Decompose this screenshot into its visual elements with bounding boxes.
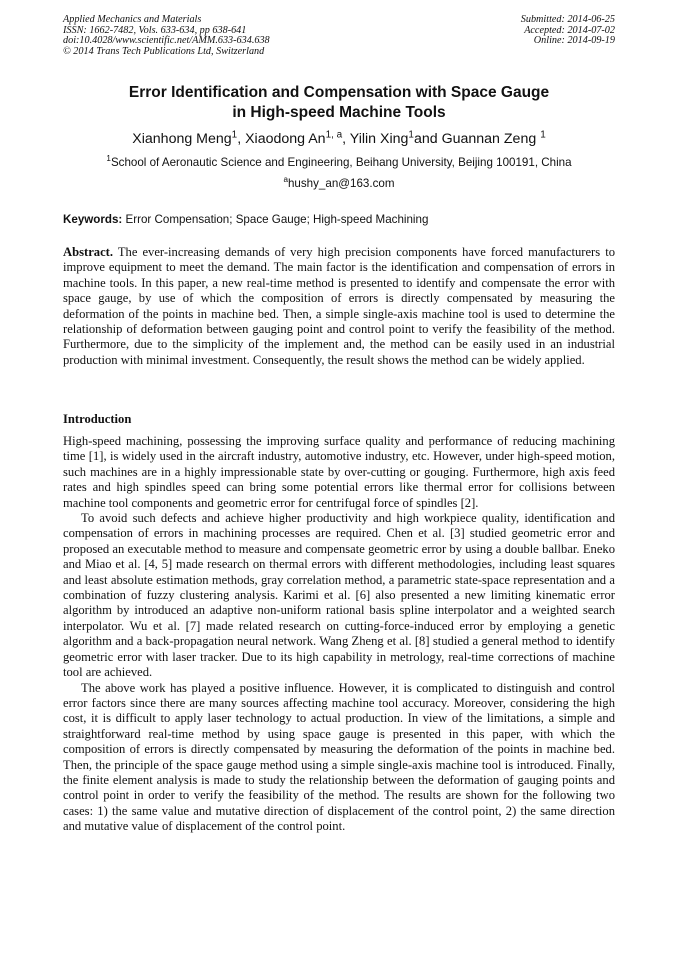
paragraph: To avoid such defects and achieve higher productivity and high workpiece quality, identification and compensation of errors in machining processes are required. Chen et al. [3] studied geometric error and proposed an executable method to measure and compensate geometric error by using a double ballbar. Eneko and Miao et al. [4, 5] made research on thermal errors with different methodologies, including least squares and least absolute estimation methods, gray correlation method, a parametric state-space representation and a combination of fuzzy clustering analysis. Karimi et al. [6] also presented a new limiting kinematic error algorithm by introduced an adaptive non-uniform rational basis spline interpolator and a weighted search interpolator. Wu et al. [7] made related research on cutting-force-induced error by employing a genetic algorithm and a back-propagation neural network. Wang Zheng et al. [8] studied a general method to identify geometric error with laser tracker. Due to its high capability in metrology, real-time corrections of machine tool are achieved.: [63, 511, 615, 680]
email-sup: a: [283, 175, 288, 185]
email-address: hushy_an@163.com: [287, 177, 395, 190]
author-name: Yilin Xing: [349, 131, 409, 147]
title-line-1: Error Identification and Compensation with Space Gauge: [128, 84, 550, 101]
affiliation-text: School of Aeronautic Science and Engineering, Beihang University, Beijing 100191, China: [110, 156, 572, 169]
author-list: Xianhong Meng$^1$, Xiaodong An$^{1, a}$, Yilin Xing$^1$and Guannan Zeng $^1$: [132, 129, 546, 147]
author-name: Xiaodong An: [245, 131, 326, 147]
paragraph: High-speed machining, possessing the improving surface quality and performance of reducing machining time [1], is widely used in the aircraft industry, automotive industry, etc. However, under high-speed motion, such machines are in a highly impressionable state by over-cutting or gouging. Furthermore, high axis feed rates and high spindles speed can bring some potential errors like thermal error for collisions between machine tool components and geometric error for centrifugal force of spindles [2].: [63, 434, 615, 510]
introduction-body: [63, 434, 615, 835]
keywords-label: Keywords:: [63, 213, 123, 226]
journal-name: Applied Mechanics and Materials: [63, 14, 202, 25]
doi-line: doi:10.4028/www.scientific.net/AMM.633-634.638: [63, 35, 270, 47]
keywords: [63, 213, 428, 226]
title-line-2: in High-speed Machine Tools: [232, 103, 446, 121]
email-line: [40, 177, 638, 191]
issn-line: ISSN: 1662-7482, Vols. 633-634, pp 638-641: [63, 24, 247, 36]
copyright-line: © 2014 Trans Tech Publications Ltd, Switzerland: [63, 45, 265, 57]
abstract-text: The ever-increasing demands of very high precision components have forced manufacturers to improve equipment to meet the demand. The main factor is the identification and compensation of errors in machine tools. In this paper, a new real-time method is presented to identify and compensate the error with space gauge, by use of which the composition of errors is directly compensated by measuring the deformation of the points in machine bed. Then, a simple single-axis machine tool is used to determine the relationship of deformation between gauging point and control point to verify the feasibility of the method. Furthermore, due to the simplicity of the implement and, the method can be easily used in an industrial production with minimal investment. Consequently, the result shows the method can be widely applied.: [63, 245, 615, 367]
author-name: Xianhong Meng: [132, 131, 232, 147]
author-sup: 1: [540, 129, 546, 141]
author-name: Guannan Zeng: [441, 131, 537, 147]
journal-header: [63, 15, 270, 57]
dates-header: [521, 15, 615, 47]
online-date: Online: 2014-09-19: [533, 35, 615, 47]
paper-title: [40, 83, 638, 122]
affiliation: [40, 156, 638, 170]
author-sup: 1: [408, 129, 414, 141]
author-sup: 1, a: [325, 129, 343, 141]
author-sup: 1: [231, 129, 238, 141]
abstract-label: Abstract.: [63, 245, 114, 259]
paragraph: The above work has played a positive influence. However, it is complicated to distinguish and control error factors since there are many sources affecting machine tool accuracy. Moreover, considering the high cost, it is difficult to apply laser technology to actual production. In view of the limitations, a simple and straightforward real-time method by using space gauge is presented in this paper, with which the composition of errors is directly compensated by measuring the deformation of the points in machine bed. Then, the principle of the space gauge method using a simple single-axis machine tool is introduced. Finally, the finite element analysis is made to study the relationship between the deformation of gauging points and control point in order to verify the feasibility of the method. The results are shown for the following two cases: 1) the same value and mutative direction of displacement of the control point, 2) the same direction and mutative value of displacement of the control point.: [63, 680, 615, 834]
keywords-text: Error Compensation; Space Gauge; High-speed Machining: [125, 213, 429, 226]
section-heading-introduction: Introduction: [63, 412, 132, 426]
submitted-date: Submitted: 2014-06-25: [520, 14, 615, 25]
affiliation-sup: 1: [106, 154, 111, 164]
accepted-date: Accepted: 2014-07-02: [524, 24, 615, 36]
abstract: [63, 245, 615, 368]
